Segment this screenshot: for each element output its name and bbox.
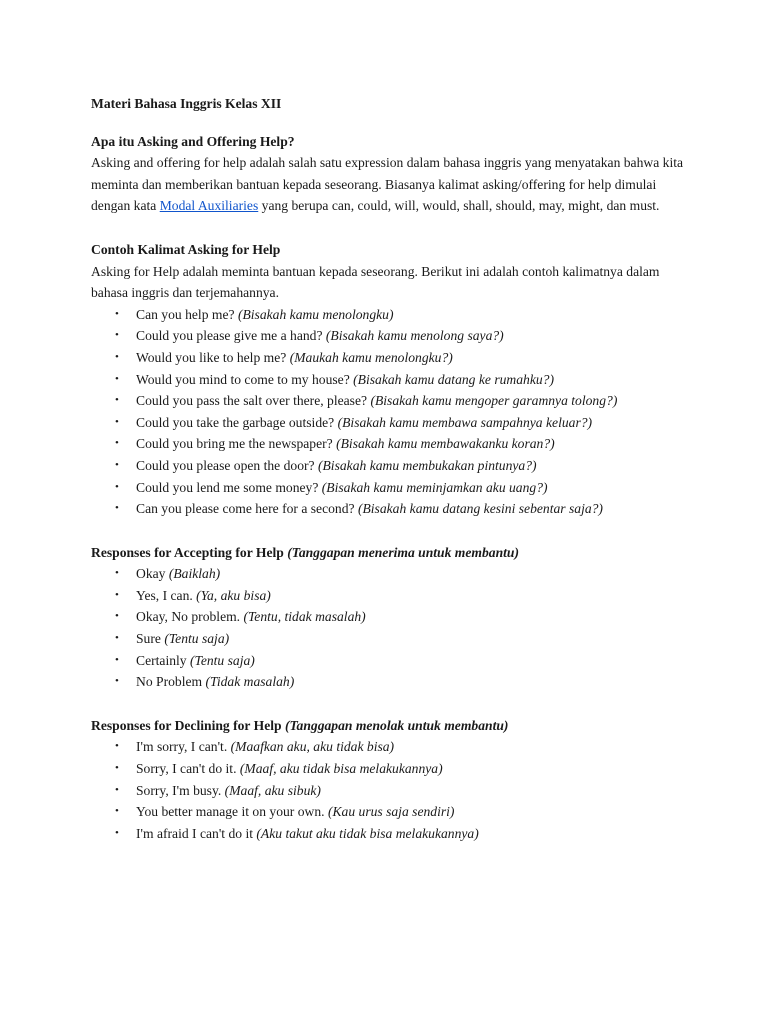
list-item: [91, 585, 691, 607]
item-translation: (Tentu saja): [189, 652, 255, 668]
list-item: [91, 758, 691, 780]
bullet-icon: •: [115, 783, 119, 796]
bullet-icon: •: [115, 588, 119, 601]
list-item: [91, 369, 691, 391]
bullet-icon: •: [115, 826, 119, 839]
item-english: Sorry, I can't do it.: [136, 761, 240, 777]
item-translation: (Bisakah kamu meminjamkan aku uang?): [321, 479, 548, 495]
item-english: You better manage it on your own.: [136, 804, 328, 820]
item-translation: (Maaf, aku sibuk): [224, 782, 321, 798]
item-translation: (Maaf, aku tidak bisa melakukannya): [239, 761, 443, 777]
section-heading-asking-examples: Contoh Kalimat Asking for Help: [91, 241, 281, 257]
item-translation: (Bisakah kamu menolong saya?): [325, 328, 504, 344]
list-item: [91, 736, 691, 758]
item-translation: (Bisakah kamu membukakan pintunya?): [317, 457, 537, 473]
list-item: [91, 628, 691, 650]
bullet-icon: •: [115, 762, 119, 775]
item-translation: (Baiklah): [168, 566, 221, 582]
item-english: Would you like to help me?: [136, 349, 290, 365]
item-english: Could you pass the salt over there, please?: [136, 393, 371, 409]
bullet-icon: •: [115, 740, 119, 753]
bullet-icon: •: [115, 502, 119, 515]
bullet-icon: •: [115, 805, 119, 818]
list-item: [91, 650, 691, 672]
accepting-responses-list: [91, 563, 691, 693]
item-english: Sure: [136, 631, 165, 647]
item-english: Can you please come here for a second?: [136, 501, 358, 517]
item-translation: (Ya, aku bisa): [196, 587, 271, 603]
item-translation: (Maafkan aku, aku tidak bisa): [230, 739, 395, 755]
bullet-icon: •: [115, 329, 119, 342]
item-translation: (Bisakah kamu menolongku): [237, 306, 394, 322]
declining-heading-translation: (Tanggapan menolak untuk membantu): [284, 717, 509, 733]
declining-heading-text: Responses for Declining for Help: [91, 717, 285, 733]
bullet-icon: •: [115, 653, 119, 666]
section-heading-accepting: [91, 542, 691, 564]
bullet-icon: •: [115, 567, 119, 580]
item-english: Sorry, I'm busy.: [136, 782, 225, 798]
bullet-icon: •: [115, 415, 119, 428]
intro-text-start: Asking and offering for help adalah salah satu expression dalam bahasa inggris yang menyatakan bahwa kita meminta dan memberikan bantuan kepada seseorang. Biasanya kalimat asking/offering for help dimulai dengan kata: [91, 155, 684, 214]
item-english: Okay: [136, 566, 169, 582]
list-item: [91, 606, 691, 628]
item-translation: (Tentu saja): [164, 631, 230, 647]
accepting-heading-text: Responses for Accepting for Help: [91, 544, 288, 560]
list-item: [91, 563, 691, 585]
list-item: [91, 498, 691, 520]
item-translation: (Kau urus saja sendiri): [327, 804, 455, 820]
document-content: [91, 93, 691, 844]
bullet-icon: •: [115, 632, 119, 645]
bullet-icon: •: [115, 350, 119, 363]
list-item: [91, 477, 691, 499]
list-item: [91, 325, 691, 347]
list-item: [91, 780, 691, 802]
item-english: Yes, I can.: [136, 587, 197, 603]
item-english: Okay, No problem.: [136, 609, 244, 625]
item-english: Could you lend me some money?: [136, 479, 322, 495]
item-translation: (Maukah kamu menolongku?): [289, 349, 453, 365]
bullet-icon: •: [115, 437, 119, 450]
item-english: Certainly: [136, 652, 190, 668]
item-english: No Problem: [136, 674, 206, 690]
item-english: Could you bring me the newspaper?: [136, 436, 337, 452]
list-item: [91, 823, 691, 845]
bullet-icon: •: [115, 675, 119, 688]
item-english: Could you please give me a hand?: [136, 328, 326, 344]
declining-responses-list: [91, 736, 691, 844]
accepting-heading-translation: (Tanggapan menerima untuk membantu): [287, 544, 520, 560]
bullet-icon: •: [115, 458, 119, 471]
list-item: [91, 304, 691, 326]
bullet-icon: •: [115, 307, 119, 320]
item-english: I'm sorry, I can't.: [136, 739, 231, 755]
section-intro-paragraph: [91, 152, 691, 217]
list-item: [91, 412, 691, 434]
item-english: Could you please open the door?: [136, 457, 318, 473]
item-translation: (Tentu, tidak masalah): [243, 609, 366, 625]
item-english: Could you take the garbage outside?: [136, 414, 338, 430]
document-title: Materi Bahasa Inggris Kelas XII: [91, 96, 282, 111]
item-translation: (Aku takut aku tidak bisa melakukannya): [256, 825, 479, 841]
bullet-icon: •: [115, 610, 119, 623]
list-item: [91, 347, 691, 369]
section-heading-asking-offering: Apa itu Asking and Offering Help?: [91, 133, 295, 149]
item-translation: (Bisakah kamu datang ke rumahku?): [353, 371, 554, 387]
item-english: Can you help me?: [136, 306, 238, 322]
asking-examples-list: [91, 304, 691, 520]
item-translation: (Tidak masalah): [205, 674, 295, 690]
list-item: [91, 390, 691, 412]
intro-text-end: yang berupa can, could, will, would, shall, should, may, might, dan must.: [258, 198, 660, 214]
list-item: [91, 671, 691, 693]
bullet-icon: •: [115, 394, 119, 407]
section-heading-declining: [91, 715, 691, 737]
bullet-icon: •: [115, 480, 119, 493]
bullet-icon: •: [115, 372, 119, 385]
list-item: [91, 455, 691, 477]
modal-auxiliaries-link[interactable]: Modal Auxiliaries: [159, 198, 259, 214]
item-translation: (Bisakah kamu datang kesini sebentar saja?): [357, 501, 603, 517]
item-translation: (Bisakah kamu membawa sampahnya keluar?): [337, 414, 593, 430]
asking-examples-paragraph: Asking for Help adalah meminta bantuan kepada seseorang. Berikut ini adalah contoh kalimatnya dalam bahasa inggris dan terjemahannya.: [91, 263, 660, 301]
list-item: [91, 433, 691, 455]
item-translation: (Bisakah kamu membawakanku koran?): [336, 436, 555, 452]
item-translation: (Bisakah kamu mengoper garamnya tolong?): [370, 393, 618, 409]
item-english: Would you mind to come to my house?: [136, 371, 354, 387]
item-english: I'm afraid I can't do it: [136, 825, 257, 841]
list-item: [91, 801, 691, 823]
